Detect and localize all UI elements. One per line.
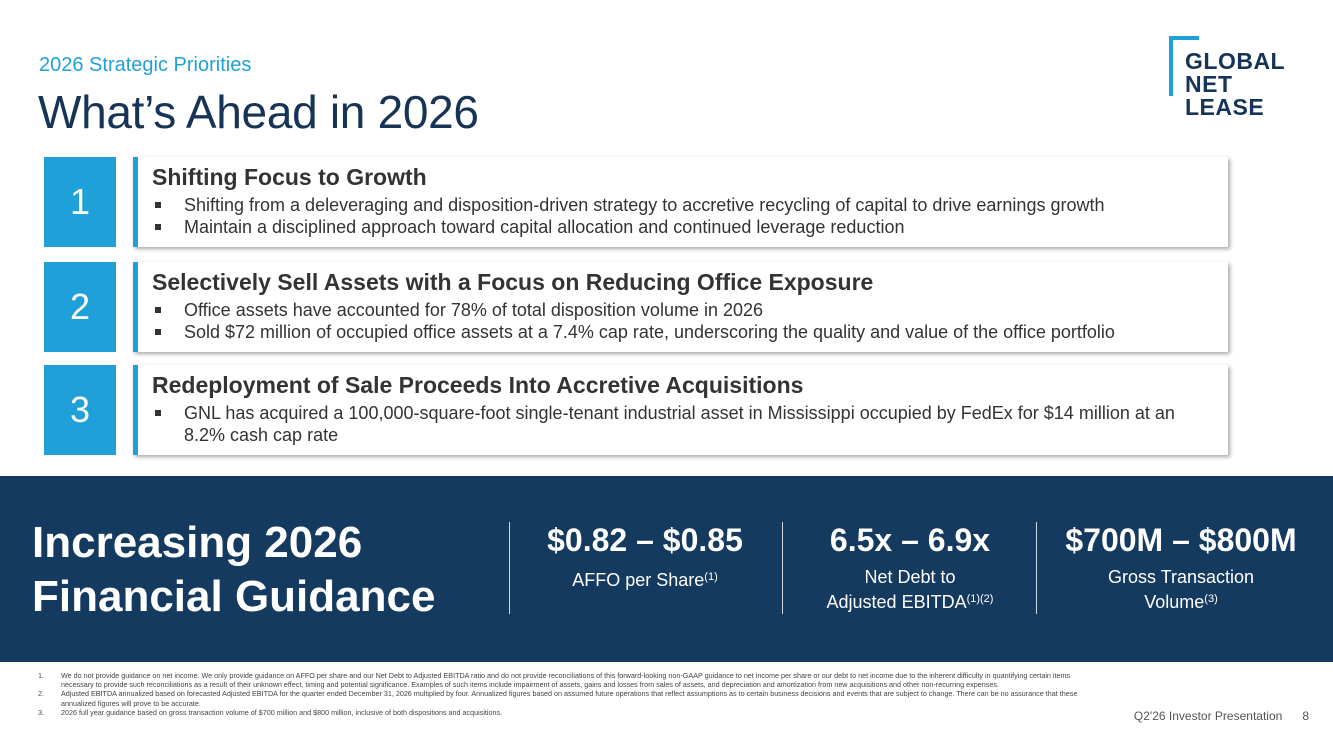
priority-bullets xyxy=(152,402,1228,446)
priority-number: 2 xyxy=(44,262,116,352)
bullet-item: Office assets have accounted for 78% of total disposition volume in 2026 xyxy=(152,299,1228,321)
guidance-title-line-1: Increasing 2026 xyxy=(32,518,363,567)
footnote-text: 2026 full year guidance based on gross transaction volume of $700 million and $800 million, inclusive of both dispositions and acquisitions. xyxy=(61,707,503,717)
metric-label-line-2: Volume xyxy=(1144,592,1205,612)
bullet-item: Sold $72 million of occupied office assets at a 7.4% cap rate, underscoring the quality and value of the office portfolio xyxy=(152,321,1228,343)
slide-footer xyxy=(1134,709,1309,723)
footnote-number: 3. xyxy=(38,707,44,717)
page-number: 8 xyxy=(1302,709,1309,723)
footnote xyxy=(38,708,1088,717)
priority-2 xyxy=(44,262,1228,352)
metric-divider xyxy=(509,522,510,614)
logo-bracket-horizontal xyxy=(1169,36,1199,40)
priority-title: Shifting Focus to Growth xyxy=(152,164,427,190)
priority-card xyxy=(133,262,1228,352)
metric-label xyxy=(1048,566,1314,613)
priority-bullets xyxy=(152,194,1228,238)
bullet-item: GNL has acquired a 100,000-square-foot single-tenant industrial asset in Mississippi occupied by FedEx for $14 million at an 8.2% cash cap rate xyxy=(152,402,1228,446)
metric-value: $700M – $800M xyxy=(1065,522,1297,558)
metric-label-text: AFFO per Share xyxy=(572,570,705,590)
logo-line-3: LEASE xyxy=(1185,94,1265,120)
bullet-item: Maintain a disciplined approach toward capital allocation and continued leverage reduction xyxy=(152,216,1228,238)
metric-divider xyxy=(782,522,783,614)
guidance-title xyxy=(32,516,435,624)
metric-label-line-1: Net Debt to xyxy=(864,567,956,587)
priority-title: Selectively Sell Assets with a Focus on Reducing Office Exposure xyxy=(152,269,874,295)
slide-kicker: 2026 Strategic Priorities xyxy=(39,54,252,76)
metric-affo xyxy=(520,522,770,591)
priority-card xyxy=(133,365,1228,455)
priority-bullets xyxy=(152,299,1228,343)
metric-label xyxy=(785,566,1035,613)
metric-label-line-2: Adjusted EBITDA xyxy=(826,592,967,612)
company-logo xyxy=(1169,36,1299,126)
priority-3 xyxy=(44,365,1228,455)
metric-net-debt xyxy=(785,522,1035,613)
footnote-ref: (1)(2) xyxy=(966,593,994,605)
footnote-ref: (1) xyxy=(704,571,718,583)
metric-value: 6.5x – 6.9x xyxy=(829,522,991,558)
footnotes xyxy=(38,671,1088,717)
guidance-band xyxy=(0,476,1333,662)
footnote-number: 1. xyxy=(38,671,44,680)
priority-title: Redeployment of Sale Proceeds Into Accretive Acquisitions xyxy=(152,372,804,398)
metric-label-line-1: Gross Transaction xyxy=(1107,567,1255,587)
footnote-ref: (3) xyxy=(1204,593,1218,605)
footnote-text: Adjusted EBITDA annualized based on forecasted Adjusted EBITDA for the quarter ended December 31, 2026 multiplied by four. Annualized figures based on assumed future operations that reflect assumptions as to certain business decisions and events that are subject to change. There can be no assurance that these annualized figures will prove to be accurate. xyxy=(61,689,1078,708)
bullet-item: Shifting from a deleveraging and disposition-driven strategy to accretive recycling of capital to drive earnings growth xyxy=(152,194,1228,216)
priority-number: 1 xyxy=(44,157,116,247)
metric-value: $0.82 – $0.85 xyxy=(547,522,743,558)
metric-divider xyxy=(1036,522,1037,614)
slide-title: What’s Ahead in 2026 xyxy=(38,86,479,138)
footnote-text: We do not provide guidance on net income. We only provide guidance on AFFO per share and our Net Debt to Adjusted EBITDA ratio and do not provide reconciliations of this forward-looking non-GAAP guidance to net income per share or our debt to net income due to the inherent difficulty in quantifying certain items necessary to provide such reconciliations as a result of their unknown effect, timing and potential significance. Examples of such items include impairment of assets, gains and losses from sales of assets, and depreciation and amortization from new acquisitions and other non-recurring expenses. xyxy=(61,671,1071,690)
footnote xyxy=(38,689,1088,707)
metric-label xyxy=(520,566,770,591)
logo-line-2: NET xyxy=(1185,71,1233,97)
priority-number: 3 xyxy=(44,365,116,455)
footnote-number: 2. xyxy=(38,689,44,699)
priority-card xyxy=(133,157,1228,247)
logo-bracket-vertical xyxy=(1169,36,1173,96)
logo-line-1: GLOBAL xyxy=(1185,48,1286,74)
logo-wordmark xyxy=(1185,50,1285,119)
presentation-name: Q2'26 Investor Presentation xyxy=(1133,709,1283,723)
guidance-title-line-2: Financial Guidance xyxy=(32,572,436,621)
footnote xyxy=(38,671,1088,689)
metric-gross-transaction xyxy=(1048,522,1314,613)
priority-1 xyxy=(44,157,1228,247)
